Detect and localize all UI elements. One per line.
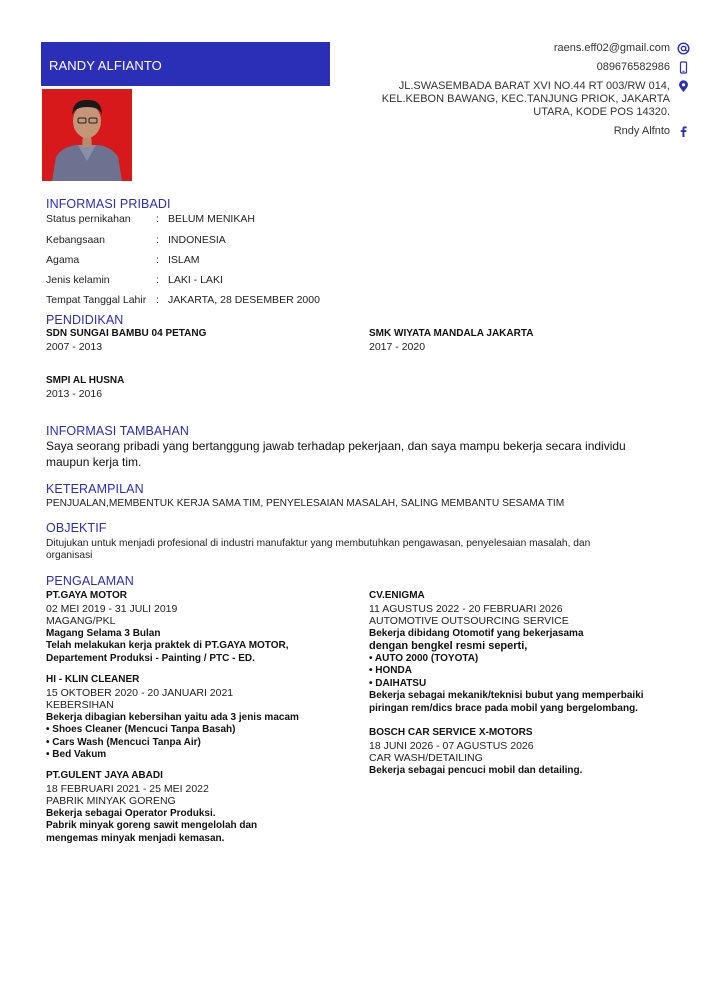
full-name: RANDY ALFIANTO — [49, 58, 162, 73]
personal-value: INDONESIA — [168, 234, 226, 246]
location-pin-icon — [676, 80, 690, 94]
company-name: HI - KLIN CLEANER — [46, 674, 140, 685]
colon-separator: : — [156, 294, 159, 306]
section-title-skills: KETERAMPILAN — [46, 482, 144, 496]
personal-value: ISLAM — [168, 254, 200, 266]
section-title-education: PENDIDIKAN — [46, 313, 124, 327]
personal-value: JAKARTA, 28 DESEMBER 2000 — [168, 294, 320, 306]
section-title-additional: INFORMASI TAMBAHAN — [46, 424, 190, 438]
objective-text-line-1: Ditujukan untuk menjadi profesional di industri manufaktur yang membutuhkan pengawasan, penyelesaian masalah, dan — [46, 538, 591, 549]
personal-label: Agama — [46, 254, 80, 266]
personal-value: LAKI - LAKI — [168, 274, 223, 286]
job-role: CAR WASH/DETAILING — [369, 752, 483, 764]
facebook-text[interactable]: Rndy Alfnto — [613, 125, 670, 137]
job-dates: 02 MEI 2019 - 31 JULI 2019 — [46, 602, 178, 615]
school-name: SMPI AL HUSNA — [46, 375, 125, 386]
school-name: SMK WIYATA MANDALA JAKARTA — [369, 328, 534, 339]
company-name: BOSCH CAR SERVICE X-MOTORS — [369, 727, 533, 738]
job-detail: Magang Selama 3 Bulan — [46, 627, 161, 639]
job-detail: mengemas minyak menjadi kemasan. — [46, 832, 225, 844]
colon-separator: : — [156, 254, 159, 266]
job-detail: • Bed Vakum — [46, 749, 107, 760]
additional-text-line-1: Saya seorang pribadi yang bertanggung jawab terhadap pekerjaan, dan saya mampu bekerja secara individu — [46, 439, 626, 453]
job-detail: Bekerja dibagian kebersihan yaitu ada 3 jenis macam — [46, 711, 299, 723]
job-detail: • Cars Wash (Mencuci Tanpa Air) — [46, 736, 201, 748]
job-dates: 11 AGUSTUS 2022 - 20 FEBRUARI 2026 — [369, 602, 563, 615]
phone-icon — [676, 61, 690, 75]
section-title-experience: PENGALAMAN — [46, 574, 134, 588]
job-dates: 15 OKTOBER 2020 - 20 JANUARI 2021 — [46, 686, 234, 699]
job-dates: 18 JUNI 2026 - 07 AGUSTUS 2026 — [369, 739, 534, 752]
job-detail: Bekerja sebagai mekanik/teknisi bubut yang memperbaiki — [369, 690, 644, 701]
experience-item-bosch — [369, 727, 582, 777]
profile-photo — [42, 89, 132, 181]
job-detail: piringan rem/dics brace pada mobil yang bergelombang. — [369, 702, 638, 714]
personal-label: Tempat Tanggal Lahir — [46, 294, 147, 306]
job-detail: • HONDA — [369, 665, 412, 676]
facebook-icon — [676, 125, 690, 139]
job-detail: Bekerja sebagai pencuci mobil dan detailing. — [369, 764, 583, 776]
job-detail: • DAIHATSU — [369, 677, 427, 689]
job-detail: • Shoes Cleaner (Mencuci Tanpa Basah) — [46, 724, 236, 735]
job-detail: Pabrik minyak goreng sawit mengelolah dan — [46, 820, 258, 831]
skills-text: PENJUALAN,MEMBENTUK KERJA SAMA TIM, PENYELESAIAN MASALAH, SALING MEMBANTU SESAMA TIM — [46, 498, 565, 509]
address-line-1: JL.SWASEMBADA BARAT XVI NO.44 RT 003/RW 014, — [398, 80, 670, 92]
company-name: PT.GULENT JAYA ABADI — [46, 770, 163, 781]
experience-item-cv-enigma — [369, 590, 644, 715]
job-role: AUTOMOTIVE OUTSOURCING SERVICE — [369, 615, 569, 627]
section-title-objective: OBJEKTIF — [46, 521, 107, 535]
school-years: 2013 - 2016 — [46, 388, 103, 400]
company-name: CV.ENIGMA — [369, 590, 425, 601]
school-years: 2017 - 2020 — [369, 341, 426, 353]
email-text[interactable]: raens.eff02@gmail.com — [553, 42, 670, 54]
facebook-row — [350, 125, 670, 138]
company-name: PT.GAYA MOTOR — [46, 590, 127, 601]
personal-label: Kebangsaan — [46, 234, 105, 246]
personal-value: BELUM MENIKAH — [168, 213, 255, 225]
colon-separator: : — [156, 274, 159, 286]
address-row — [350, 80, 670, 119]
address-line-2: KEL.KEBON BAWANG, KEC.TANJUNG PRIOK, JAKARTA — [381, 93, 670, 105]
contact-block — [350, 42, 670, 144]
job-detail: Bekerja sebagai Operator Produksi. — [46, 807, 216, 819]
job-dates: 18 FEBRUARI 2021 - 25 MEI 2022 — [46, 782, 209, 795]
job-detail: dengan bengkel resmi seperti, — [369, 640, 528, 652]
name-banner — [41, 42, 330, 86]
job-detail: Departement Produksi - Painting / PTC - ED. — [46, 652, 255, 664]
job-role: MAGANG/PKL — [46, 615, 116, 627]
personal-label: Jenis kelamin — [46, 274, 110, 286]
job-role: PABRIK MINYAK GORENG — [46, 795, 176, 807]
address-line-3: UTARA, KODE POS 14320. — [533, 106, 670, 118]
experience-item-gulent — [46, 770, 257, 845]
colon-separator: : — [156, 213, 159, 225]
job-detail: Bekerja dibidang Otomotif yang bekerjasama — [369, 627, 584, 639]
at-icon — [676, 42, 690, 56]
objective-text-line-2: organisasi — [46, 550, 93, 561]
job-role: KEBERSIHAN — [46, 699, 114, 711]
person-photo-icon — [42, 89, 132, 181]
phone-text[interactable]: 089676582986 — [596, 61, 670, 73]
experience-item-gaya-motor — [46, 590, 289, 665]
job-detail: Telah melakukan kerja praktek di PT.GAYA MOTOR, — [46, 640, 289, 651]
school-years: 2007 - 2013 — [46, 341, 103, 353]
additional-text-line-2: maupun kerja tim. — [46, 455, 142, 469]
email-row — [350, 42, 670, 55]
section-title-personal: INFORMASI PRIBADI — [46, 197, 171, 211]
school-name: SDN SUNGAI BAMBU 04 PETANG — [46, 328, 207, 339]
personal-label: Status pernikahan — [46, 213, 131, 225]
job-detail: • AUTO 2000 (TOYOTA) — [369, 652, 479, 664]
experience-item-hi-klin — [46, 674, 299, 762]
phone-row — [350, 61, 670, 74]
colon-separator: : — [156, 234, 159, 246]
